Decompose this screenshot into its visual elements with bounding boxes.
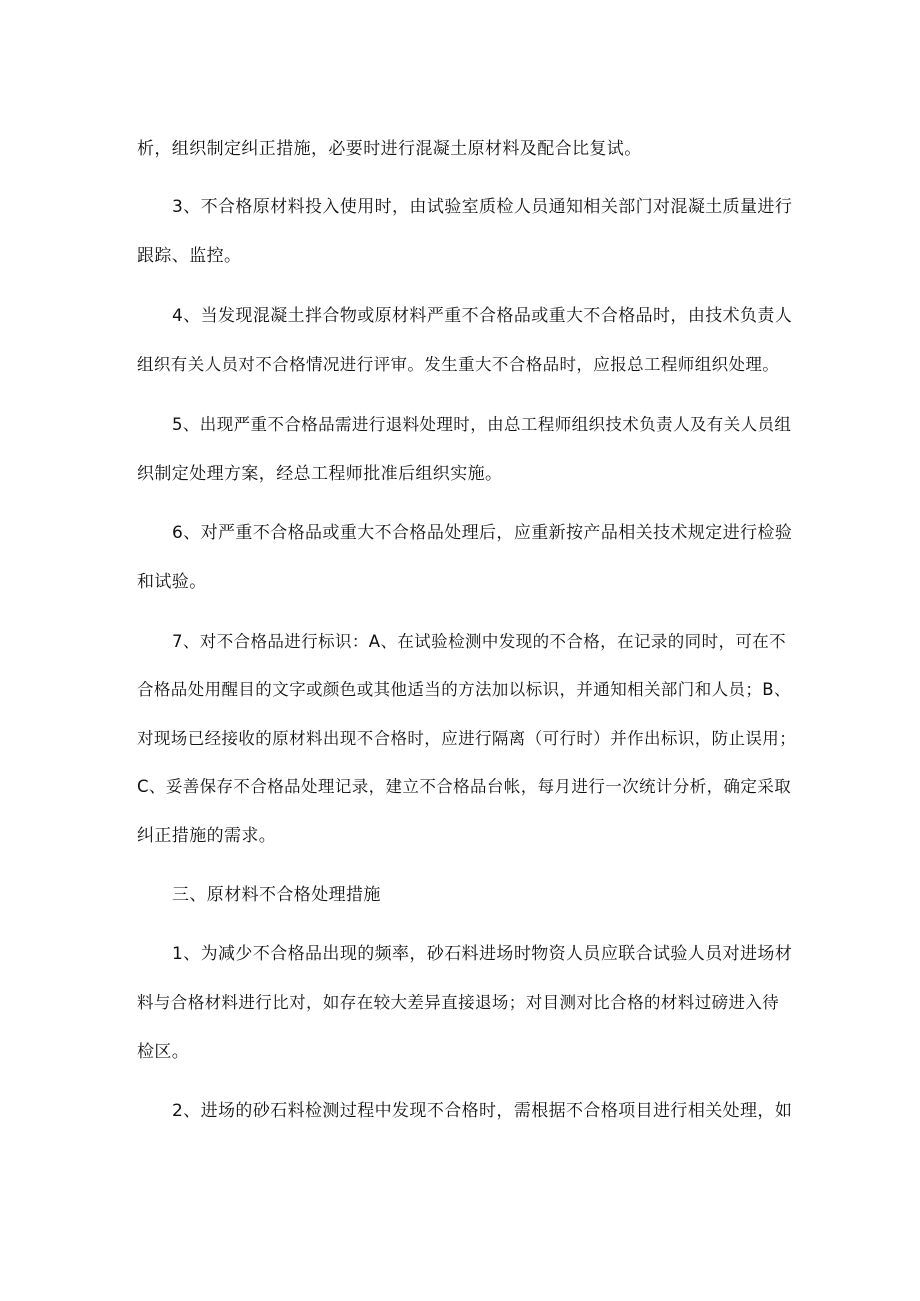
item-6-line-2: 和试验。 [137, 572, 207, 592]
item-7-line-1: 7、对不合格品进行标识：A、在试验检测中发现的不合格，在记录的同时，可在不 [172, 632, 787, 651]
paragraph-continuation-line-1: 析，组织制定纠正措施，必要时进行混凝土原材料及配合比复试。 [137, 139, 642, 159]
item-7-line-4: C、妥善保存不合格品处理记录，建立不合格品台帐，每月进行一次统计分析，确定采取 [137, 777, 792, 796]
sub-item-2-line-1: 2、进场的砂石料检测过程中发现不合格时，需根据不合格项目进行相关处理，如 [172, 1101, 793, 1121]
item-4-line-1: 4、当发现混凝土拌合物或原材料严重不合格品或重大不合格品时，由技术负责人 [172, 306, 793, 326]
section-heading: 三、原材料不合格处理措施 [172, 885, 381, 905]
item-5-line-1: 5、出现严重不合格品需进行退料处理时，由总工程师组织技术负责人及有关人员组 [172, 415, 792, 434]
item-7-line-5: 纠正措施的需求。 [137, 826, 277, 846]
item-7-line-3: 对现场已经接收的原材料出现不合格时，应进行隔离（可行时）并作出标识，防止误用； [137, 729, 797, 748]
item-5-line-2: 织制定处理方案，经总工程师批准后组织实施。 [137, 464, 503, 484]
sub-item-1-line-2: 料与合格材料进行比对，如存在较大差异直接退场；对目测对比合格的材料过磅进入待 [137, 993, 780, 1012]
item-6-line-1: 6、对严重不合格品或重大不合格品处理后，应重新按产品相关技术规定进行检验 [172, 523, 793, 543]
item-3-line-2: 跟踪、监控。 [137, 246, 242, 266]
item-7-line-2: 合格品处用醒目的文字或颜色或其他适当的方法加以标识，并通知相关部门和人员；B、 [137, 680, 791, 699]
sub-item-1-line-1: 1、为减少不合格品出现的频率，砂石料进场时物资人员应联合试验人员对进场材 [172, 944, 793, 964]
item-4-line-2: 组织有关人员对不合格情况进行评审。发生重大不合格品时，应报总工程师组织处理。 [137, 355, 780, 374]
item-3-line-1: 3、不合格原材料投入使用时，由试验室质检人员通知相关部门对混凝土质量进行 [172, 197, 793, 217]
sub-item-1-line-3: 检区。 [137, 1042, 190, 1062]
